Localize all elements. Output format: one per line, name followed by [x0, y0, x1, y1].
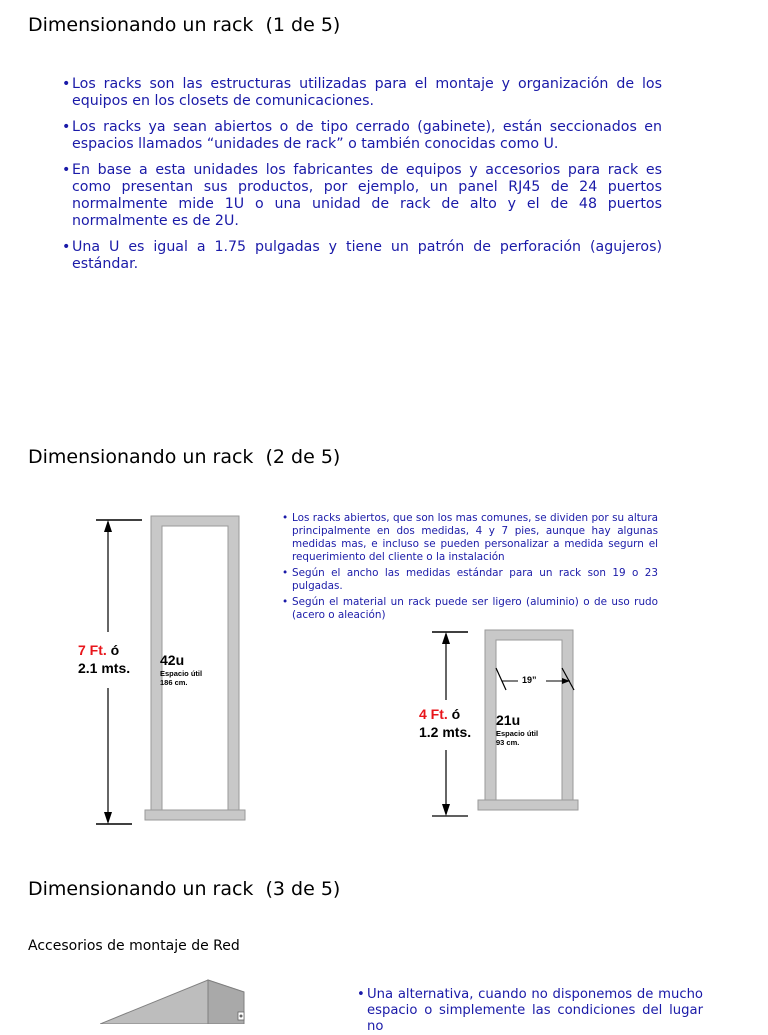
slide1-bullet: • En base a esta unidades los fabricantes de equipos y accesorios para rack es como presentan sus productos, por ejemplo, un panel RJ45 de 24 puertos normalmente mide 1U o una unidad de rack de alto y el de 48 puertos normalmente es de 2U.	[72, 162, 662, 230]
slide2-bullet-list	[292, 512, 658, 625]
tall-rack-space-label: Espacio útil	[160, 669, 203, 678]
slide3-subtitle: Accesorios de montaje de Red	[28, 938, 240, 954]
short-rack-space-value: 93 cm.	[496, 738, 520, 747]
slide2-title: Dimensionando un rack (2 de 5)	[28, 446, 341, 468]
slide1-bullet: • Una U es igual a 1.75 pulgadas y tiene un patrón de perforación (agujeros) estándar.	[72, 239, 662, 273]
slide2-bullet: • Según el material un rack puede ser ligero (aluminio) o de uso rudo (acero o aleación)	[292, 596, 658, 622]
tall-rack-ft-value: 7 Ft.	[78, 642, 107, 658]
tall-rack-space-value: 186 cm.	[160, 678, 188, 687]
tall-rack-or: ó	[106, 642, 120, 658]
wall-mount-cabinet-image	[100, 976, 260, 1024]
slide1-bullet: • Los racks son las estructuras utilizadas para el montaje y organización de los equipos en los closets de comunicaciones.	[72, 76, 662, 110]
tall-rack-units: 42u	[160, 652, 185, 668]
short-rack-height-m: 1.2 mts.	[419, 724, 472, 740]
slide1-bullet-list	[72, 76, 662, 282]
short-rack-ft-value: 4 Ft.	[419, 706, 448, 722]
tall-rack-height-m: 2.1 mts.	[78, 660, 131, 676]
short-rack-height-ft	[419, 704, 460, 723]
slide1-title: Dimensionando un rack (1 de 5)	[28, 14, 341, 36]
slide3-bullet: • Una alternativa, cuando no disponemos de mucho espacio o simplemente las condiciones del lugar no	[367, 987, 703, 1035]
slide3-title: Dimensionando un rack (3 de 5)	[28, 878, 341, 900]
slide3-bullet-list	[367, 987, 703, 1035]
slide2-bullet: • Según el ancho las medidas estándar para un rack son 19 o 23 pulgadas.	[292, 567, 658, 593]
short-rack-units: 21u	[496, 712, 521, 728]
slide2-bullet: • Los racks abiertos, que son los mas comunes, se dividen por su altura principalmente en dos medidas, 4 y 7 pies, aunque hay algunas medidas mas, e incluso se pueden personalizar a medida segurn el requerimiento del cliente o la instalación	[292, 512, 658, 564]
short-rack-space-label: Espacio útil	[496, 729, 539, 738]
slide1-bullet: • Los racks ya sean abiertos o de tipo cerrado (gabinete), están seccionados en espacios llamados “unidades de rack” o también conocidas como U.	[72, 119, 662, 153]
short-rack-width: 19”	[522, 675, 537, 685]
short-rack-or: ó	[447, 706, 461, 722]
tall-rack-height-ft	[78, 640, 119, 659]
